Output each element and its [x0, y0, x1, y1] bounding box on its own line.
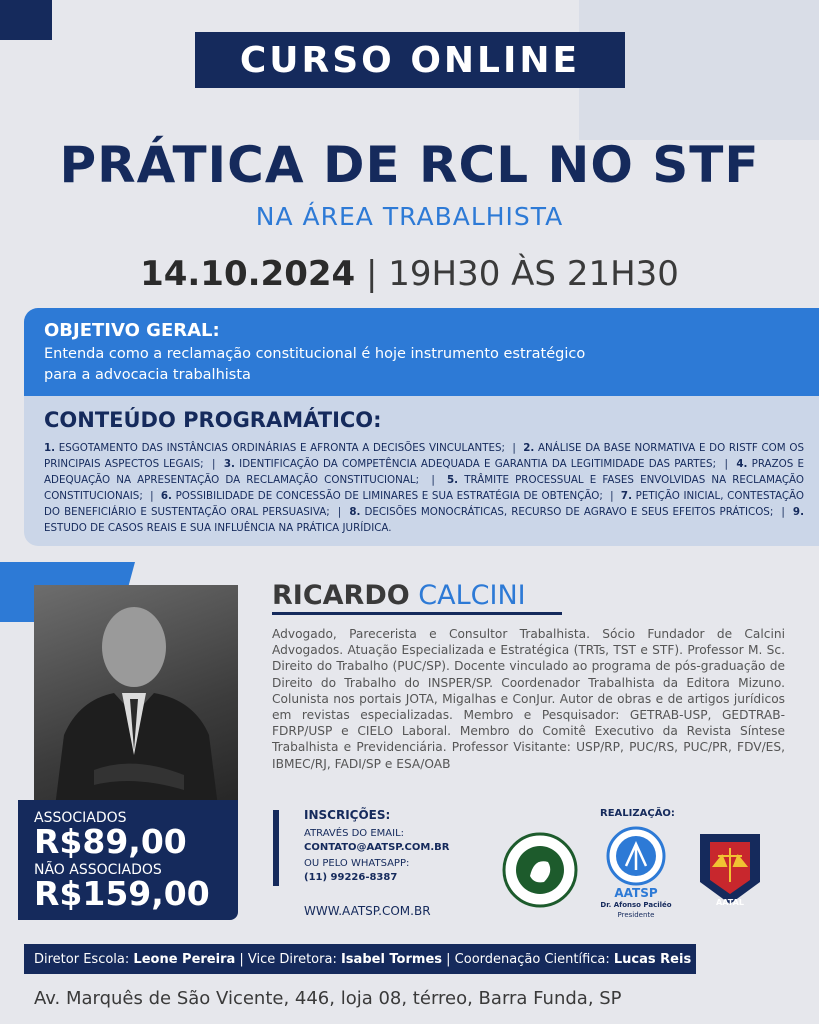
- associates-price: R$89,00: [34, 822, 187, 861]
- realizacao-title: REALIZAÇÃO:: [600, 808, 675, 819]
- content-item: IDENTIFICAÇÃO DA COMPETÊNCIA ADEQUADA E GARANTIA DA LEGITIMIDADE DAS PARTES;: [239, 458, 717, 470]
- non-associates-price: R$159,00: [34, 874, 210, 913]
- course-type-label: CURSO ONLINE: [239, 39, 581, 81]
- coord-name: Lucas Reis: [613, 951, 692, 967]
- address: Av. Marquês de São Vicente, 446, loja 08, térreo, Barra Funda, SP: [34, 988, 622, 1009]
- associates-label: ASSOCIADOS: [34, 810, 127, 826]
- content-item-number: 9.: [792, 506, 804, 518]
- speaker-name: [272, 580, 526, 611]
- association-seal-icon: [502, 832, 578, 908]
- director-label: Diretor Escola:: [34, 951, 130, 967]
- aatal-logo-icon: [696, 832, 764, 906]
- coord-label: Coordenação Científica:: [454, 951, 610, 967]
- content-item: DECISÕES MONOCRÁTICAS, RECURSO DE AGRAVO E SEUS EFEITOS PRÁTICOS;: [364, 506, 774, 518]
- aatsp-label: AATSP: [614, 886, 658, 900]
- email-link[interactable]: CONTATO@AATSP.COM.BR: [304, 842, 450, 853]
- content-item-number: 5.: [447, 474, 459, 486]
- date-separator: |: [365, 254, 378, 294]
- objective-line: para a advocacia trabalhista: [44, 367, 251, 383]
- content-item: PETIÇÃO INICIAL, CONTESTAÇÃO DO BENEFICIÁRIO E SUSTENTAÇÃO ORAL PERSUASIVA;: [44, 490, 805, 518]
- name-underline: [272, 612, 562, 615]
- content-item: TRÂMITE PROCESSUAL E FASES ENVOLVIDAS NA RECLAMAÇÃO CONSTITUCIONAIS;: [44, 474, 804, 502]
- content-list: 1. ESGOTAMENTO DAS INSTÂNCIAS ORDINÁRIAS E AFRONTA A DECISÕES VINCULANTES; | 2. ANÁLISE DA BASE NORMATIVA E DO RISTF COM OS PRINCIPAIS ASPECTOS LEGAIS; | 3. IDENTIFICAÇÃO DA COMPETÊNCIA ADEQUADA E GARANTIA DA LEGITIMIDADE DAS PARTES; | 4. PRAZOS E ADEQUAÇÃO NA APRESENTAÇÃO DA RECLAMAÇÃO CONSTITUCIONAL; | 5. TRÂMITE PROCESSUAL E FASES ENVOLVIDAS NA RECLAMAÇÃO CONSTITUCIONAIS; | 6. POSSIBILIDADE DE CONCESSÃO DE LIMINARES E SUA ESTRATÉGIA DE OBTENÇÃO; | 7. PETIÇÃO INICIAL, CONTESTAÇÃO DO BENEFICIÁRIO E SUSTENTAÇÃO ORAL PERSUASIVA; | 8. DECISÕES MONOCRÁTICAS, RECURSO DE AGRAVO E SEUS EFEITOS PRÁTICOS; | 9. ESTUDO DE CASOS REAIS E SUA INFLUÊNCIA NA PRÁTICA JURÍDICA.: [44, 442, 805, 534]
- content-item: ANÁLISE DA BASE NORMATIVA E DO RISTF COM OS PRINCIPAIS ASPECTOS LEGAIS;: [44, 442, 804, 470]
- email-label: ATRAVÉS DO EMAIL:: [304, 828, 405, 839]
- aatsp-logo-icon: [606, 826, 666, 886]
- website-link[interactable]: WWW.AATSP.COM.BR: [304, 904, 431, 918]
- content-item-number: 7.: [620, 490, 632, 502]
- course-date: 14.10.2024: [140, 254, 356, 294]
- course-datetime: [0, 254, 819, 294]
- president-name: Dr. Afonso Paciléo: [600, 901, 672, 909]
- objective-title: OBJETIVO GERAL:: [44, 320, 220, 341]
- content-item: PRAZOS E ADEQUAÇÃO NA APRESENTAÇÃO DA RECLAMAÇÃO CONSTITUCIONAL;: [44, 458, 804, 486]
- vice-name: Isabel Tormes: [340, 951, 443, 967]
- course-time: 19H30 ÀS 21H30: [388, 254, 679, 294]
- content-item: POSSIBILIDADE DE CONCESSÃO DE LIMINARES E SUA ESTRATÉGIA DE OBTENÇÃO;: [175, 490, 603, 502]
- whatsapp-label: OU PELO WHATSAPP:: [304, 858, 410, 869]
- objective-text: [44, 344, 664, 386]
- course-title: PRÁTICA DE RCL NO STF: [59, 136, 760, 194]
- objective-line: Entenda como a reclamação constitucional é hoje instrumento estratégico: [44, 346, 586, 362]
- content-item-number: 3.: [223, 458, 235, 470]
- content-item-number: 6.: [160, 490, 172, 502]
- content-title: CONTEÚDO PROGRAMÁTICO:: [44, 408, 382, 432]
- content-item-number: 2.: [523, 442, 535, 454]
- content-item-number: 8.: [349, 506, 361, 518]
- speaker-first-name: RICARDO: [272, 580, 410, 611]
- inscricoes-title: INSCRIÇÕES:: [304, 808, 391, 822]
- course-type-banner: [195, 32, 625, 88]
- content-item-number: 4.: [736, 458, 748, 470]
- non-associates-label: NÃO ASSOCIADOS: [34, 862, 162, 878]
- content-item: ESGOTAMENTO DAS INSTÂNCIAS ORDINÁRIAS E AFRONTA A DECISÕES VINCULANTES;: [58, 442, 506, 454]
- director-name: Leone Pereira: [133, 951, 236, 967]
- content-item-number: 1.: [44, 442, 56, 454]
- speaker-bio: Advogado, Parecerista e Consultor Trabalhista. Sócio Fundador de Calcini Advogados. Atuação Especializada e Estratégica (TRTs, TST e STF). Professor M. Sc. Direito do Trabalho (PUC/SP). Docente vinculado ao programa de pós-graduação de Direito do Trabalho do INSPER/SP. Coordenador Trabalhista da Editora Mizuno. Colunista nos portais JOTA, Migalhas e ConJur. Autor de obras e de artigos jurídicos em revistas especializadas. Membro e Pesquisador: GETRAB-USP, GEDTRAB-FDRP/USP e CIELO Laboral. Membro do Comitê Executivo da Revista Síntese Trabalhista e Previdenciária. Professor Visitante: USP/RP, PUC/RS, PUC/PR, FDV/ES, IBMEC/RJ, FADI/SP e ESA/OAB: [272, 627, 785, 771]
- vice-label: Vice Diretora:: [247, 951, 337, 967]
- corner-decoration: [0, 0, 52, 40]
- speaker-silhouette-icon: [34, 585, 238, 815]
- aatal-label: AATAL: [716, 898, 744, 907]
- speaker-photo: [34, 585, 238, 815]
- speaker-last-name: CALCINI: [418, 580, 526, 611]
- content-item: ESTUDO DE CASOS REAIS E SUA INFLUÊNCIA NA PRÁTICA JURÍDICA.: [44, 522, 392, 534]
- course-subtitle: NA ÁREA TRABALHISTA: [255, 202, 564, 231]
- inscricoes-bar: [273, 810, 279, 886]
- whatsapp-number[interactable]: (11) 99226-8387: [304, 872, 398, 883]
- president-role: Presidente: [617, 911, 655, 919]
- staff-bar: Diretor Escola: Leone Pereira | Vice Diretora: Isabel Tormes | Coordenação Científica: Lucas Reis: [24, 944, 696, 974]
